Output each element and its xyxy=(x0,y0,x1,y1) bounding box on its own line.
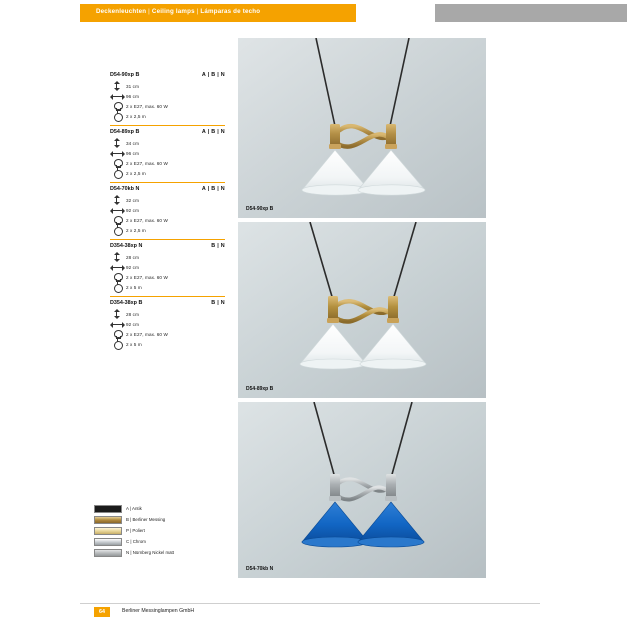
model-code: D54-90xp B xyxy=(110,72,140,78)
lamping-value: 2 x E27, max. 60 W xyxy=(126,274,168,280)
height-value: 32 cm xyxy=(126,197,140,203)
finish-swatch-poliert xyxy=(94,527,122,535)
title-de: Deckenleuchten xyxy=(96,8,147,15)
spec-row-width xyxy=(110,148,225,158)
spec-header xyxy=(110,300,225,306)
photo-caption: D54-90xp B xyxy=(246,206,274,212)
spec-row-lamping xyxy=(110,158,225,168)
spec-header xyxy=(110,72,225,78)
company-name: Berliner Messinglampen GmbH xyxy=(122,608,195,614)
width-arrow-icon xyxy=(110,91,125,101)
model-code: D354-38xp N xyxy=(110,243,143,249)
spec-row-height xyxy=(110,309,225,319)
legend-item xyxy=(94,547,214,558)
spec-row-width xyxy=(110,262,225,272)
bulb-icon xyxy=(110,329,125,339)
cord-value: 2 x 5 m xyxy=(126,284,142,290)
bulb-icon xyxy=(110,158,125,168)
spec-row-height xyxy=(110,252,225,262)
width-value: 96 cm xyxy=(126,150,140,156)
spec-block xyxy=(110,300,225,353)
finish-options: A | B | N xyxy=(201,186,225,192)
spec-row-height xyxy=(110,138,225,148)
page-title xyxy=(96,8,260,15)
spec-row-cord xyxy=(110,111,225,121)
page-footer xyxy=(0,603,627,619)
spec-row-lamping xyxy=(110,329,225,339)
width-value: 92 cm xyxy=(126,264,140,270)
finish-options: B | N xyxy=(211,300,225,306)
spec-row-cord xyxy=(110,282,225,292)
lamping-value: 2 x E27, max. 60 W xyxy=(126,217,168,223)
lamping-value: 2 x E27, max. 60 W xyxy=(126,103,168,109)
spec-block xyxy=(110,129,225,183)
model-code: D354-38xp B xyxy=(110,300,143,306)
cord-value: 2 x 2,5 m xyxy=(126,227,146,233)
bulb-icon xyxy=(110,272,125,282)
spec-row-height xyxy=(110,195,225,205)
spec-block xyxy=(110,243,225,297)
cord-length-icon xyxy=(110,339,125,349)
height-value: 31 cm xyxy=(126,83,140,89)
lamping-value: 2 x E27, max. 60 W xyxy=(126,331,168,337)
finish-swatch-chrom xyxy=(94,538,122,546)
spec-row-cord xyxy=(110,225,225,235)
spec-row-width xyxy=(110,91,225,101)
cord-length-icon xyxy=(110,225,125,235)
finish-options: B | N xyxy=(211,243,225,249)
legend-label: C | Chrom xyxy=(126,539,146,544)
finish-options: A | B | N xyxy=(201,129,225,135)
model-code: D54-70kb N xyxy=(110,186,140,192)
legend-label: P | Poliert xyxy=(126,528,145,533)
legend-item xyxy=(94,514,214,525)
bulb-icon xyxy=(110,101,125,111)
spec-row-width xyxy=(110,319,225,329)
title-es: Lámparas de techo xyxy=(200,8,261,15)
spec-row-lamping xyxy=(110,215,225,225)
width-arrow-icon xyxy=(110,319,125,329)
spec-header xyxy=(110,243,225,249)
cord-value: 2 x 2,5 m xyxy=(126,113,146,119)
product-photo xyxy=(238,222,486,398)
height-arrow-icon xyxy=(110,309,125,319)
bulb-icon xyxy=(110,215,125,225)
lamp-illustration-89xp xyxy=(238,222,486,398)
lamp-illustration-90xp xyxy=(238,38,486,218)
spec-row-height xyxy=(110,81,225,91)
height-arrow-icon xyxy=(110,138,125,148)
spec-row-lamping xyxy=(110,101,225,111)
title-en: Ceiling lamps xyxy=(151,8,195,15)
legend-item xyxy=(94,503,214,514)
legend-label: A | Antik xyxy=(126,506,142,511)
legend-label: B | Berliner Messing xyxy=(126,517,166,522)
title-sep-1: | xyxy=(146,8,152,15)
photo-caption: D54-89xp B xyxy=(246,386,274,392)
spec-row-width xyxy=(110,205,225,215)
width-arrow-icon xyxy=(110,262,125,272)
photo-caption: D54-70kb N xyxy=(246,566,274,572)
height-arrow-icon xyxy=(110,252,125,262)
spec-header xyxy=(110,186,225,192)
header-left-white-bar xyxy=(0,4,80,22)
legend-label: N | Nürnberg Nickel matt xyxy=(126,550,174,555)
spec-row-cord xyxy=(110,168,225,178)
height-value: 28 cm xyxy=(126,254,140,260)
legend-item xyxy=(94,536,214,547)
cord-length-icon xyxy=(110,168,125,178)
finish-options: A | B | N xyxy=(201,72,225,78)
cord-value: 2 x 2,5 m xyxy=(126,170,146,176)
cord-length-icon xyxy=(110,111,125,121)
header-gray-band xyxy=(435,4,627,22)
finish-swatch-antik xyxy=(94,505,122,513)
height-arrow-icon xyxy=(110,195,125,205)
page-header xyxy=(0,0,627,26)
finish-legend xyxy=(94,503,214,558)
height-value: 28 cm xyxy=(126,311,140,317)
product-photo xyxy=(238,38,486,218)
product-photo xyxy=(238,402,486,578)
title-sep-2: | xyxy=(194,8,201,15)
width-value: 96 cm xyxy=(126,93,140,99)
cord-value: 2 x 5 m xyxy=(126,341,142,347)
width-arrow-icon xyxy=(110,205,125,215)
lamp-illustration-70kb xyxy=(238,402,486,578)
footer-divider xyxy=(80,603,540,604)
height-arrow-icon xyxy=(110,81,125,91)
width-arrow-icon xyxy=(110,148,125,158)
cord-length-icon xyxy=(110,282,125,292)
spec-row-cord xyxy=(110,339,225,349)
legend-item xyxy=(94,525,214,536)
model-code: D54-89xp B xyxy=(110,129,140,135)
spec-row-lamping xyxy=(110,272,225,282)
width-value: 92 cm xyxy=(126,207,140,213)
spec-block xyxy=(110,72,225,126)
spec-block xyxy=(110,186,225,240)
spec-header xyxy=(110,129,225,135)
specification-list xyxy=(110,72,225,356)
height-value: 34 cm xyxy=(126,140,140,146)
lamping-value: 2 x E27, max. 60 W xyxy=(126,160,168,166)
width-value: 92 cm xyxy=(126,321,140,327)
page-number: 64 xyxy=(94,607,110,617)
finish-swatch-berliner-messing xyxy=(94,516,122,524)
finish-swatch-nuernberg-nickel-matt xyxy=(94,549,122,557)
